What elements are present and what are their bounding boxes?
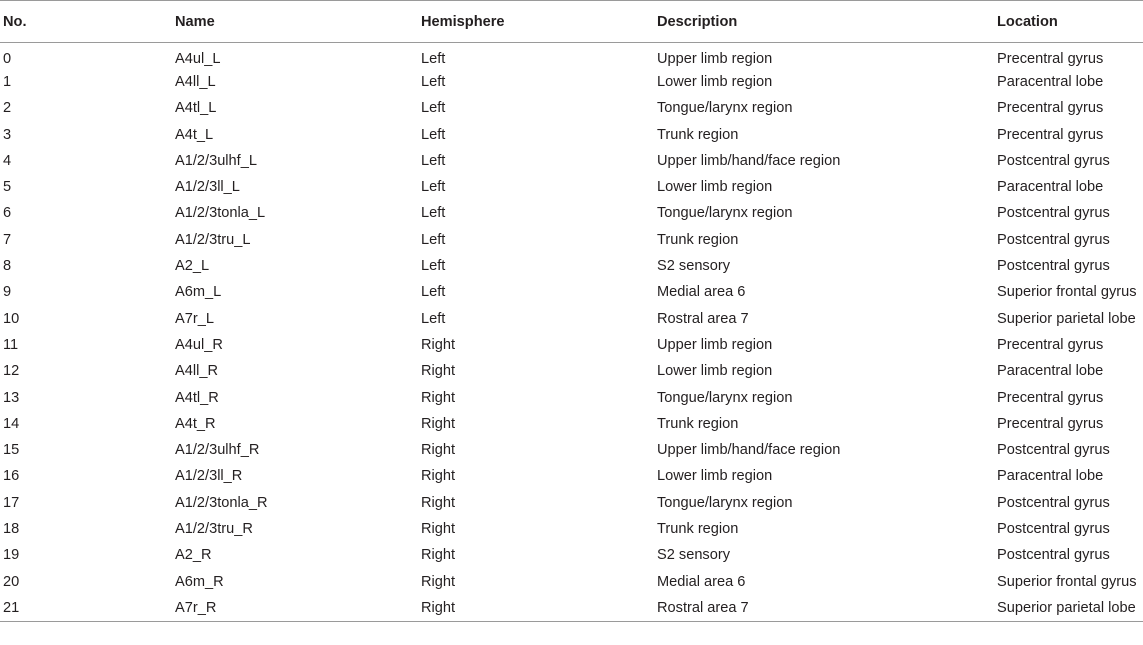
cell-description: Rostral area 7 xyxy=(657,599,749,616)
cell-name: A7r_L xyxy=(175,310,214,327)
table-row xyxy=(0,332,1143,358)
cell-location: Postcentral gyrus xyxy=(997,494,1110,511)
cell-hemisphere: Right xyxy=(421,363,456,380)
cell-location: Postcentral gyrus xyxy=(997,520,1110,537)
cell-description: Upper limb region xyxy=(657,51,773,68)
cell-name: A1/2/3ll_L xyxy=(175,179,240,196)
cell-description: Trunk region xyxy=(657,415,739,432)
header-location: Location xyxy=(997,13,1058,30)
cell-name: A1/2/3tonla_R xyxy=(175,494,268,511)
cell-hemisphere: Right xyxy=(421,336,456,353)
table-row xyxy=(0,69,1143,95)
cell-no: 1 xyxy=(3,73,12,90)
cell-location: Precentral gyrus xyxy=(997,126,1104,143)
cell-name: A1/2/3ulhf_L xyxy=(175,152,257,169)
cell-hemisphere: Left xyxy=(421,51,446,68)
table-row xyxy=(0,95,1143,121)
cell-no: 7 xyxy=(3,231,12,248)
cell-name: A4tl_R xyxy=(175,389,219,406)
table-row xyxy=(0,200,1143,226)
cell-hemisphere: Right xyxy=(421,547,456,564)
cell-no: 8 xyxy=(3,258,12,275)
cell-description: Lower limb region xyxy=(657,468,773,485)
table-row xyxy=(0,463,1143,489)
cell-location: Postcentral gyrus xyxy=(997,442,1110,459)
cell-location: Postcentral gyrus xyxy=(997,231,1110,248)
cell-hemisphere: Right xyxy=(421,389,456,406)
cell-no: 20 xyxy=(3,573,20,590)
table-header xyxy=(0,1,1143,43)
cell-name: A4t_L xyxy=(175,126,214,143)
cell-name: A4ll_L xyxy=(175,73,216,90)
cell-no: 11 xyxy=(3,336,19,353)
cell-hemisphere: Right xyxy=(421,573,456,590)
cell-hemisphere: Left xyxy=(421,231,446,248)
cell-location: Precentral gyrus xyxy=(997,415,1104,432)
table-body xyxy=(0,43,1143,622)
table-row xyxy=(0,174,1143,200)
cell-no: 4 xyxy=(3,152,12,169)
cell-hemisphere: Left xyxy=(421,126,446,143)
cell-hemisphere: Left xyxy=(421,100,446,117)
table-row xyxy=(0,516,1143,542)
cell-description: Upper limb/hand/face region xyxy=(657,152,841,169)
cell-hemisphere: Right xyxy=(421,468,456,485)
cell-name: A4t_R xyxy=(175,415,216,432)
cell-no: 10 xyxy=(3,310,20,327)
table-row xyxy=(0,595,1143,621)
cell-no: 6 xyxy=(3,205,12,222)
table-row xyxy=(0,437,1143,463)
cell-name: A4ll_R xyxy=(175,363,218,380)
cell-location: Paracentral lobe xyxy=(997,468,1104,485)
cell-location: Superior frontal gyrus xyxy=(997,573,1137,590)
cell-no: 21 xyxy=(3,599,20,616)
cell-hemisphere: Left xyxy=(421,205,446,222)
cell-hemisphere: Right xyxy=(421,599,456,616)
cell-location: Postcentral gyrus xyxy=(997,152,1110,169)
cell-location: Postcentral gyrus xyxy=(997,205,1110,222)
cell-location: Superior parietal lobe xyxy=(997,599,1136,616)
cell-description: Lower limb region xyxy=(657,73,773,90)
cell-no: 17 xyxy=(3,494,20,511)
cell-location: Paracentral lobe xyxy=(997,73,1104,90)
cell-hemisphere: Left xyxy=(421,284,446,301)
table-row xyxy=(0,43,1143,69)
cell-hemisphere: Right xyxy=(421,415,456,432)
header-description: Description xyxy=(657,13,738,30)
cell-hemisphere: Left xyxy=(421,152,446,169)
cell-no: 13 xyxy=(3,389,20,406)
cell-description: Trunk region xyxy=(657,231,739,248)
cell-location: Precentral gyrus xyxy=(997,51,1104,68)
cell-name: A2_L xyxy=(175,258,210,275)
cell-description: Lower limb region xyxy=(657,179,773,196)
cell-no: 9 xyxy=(3,284,12,301)
cell-no: 18 xyxy=(3,520,20,537)
table-row xyxy=(0,358,1143,384)
table-row xyxy=(0,384,1143,410)
cell-location: Superior parietal lobe xyxy=(997,310,1136,327)
cell-location: Postcentral gyrus xyxy=(997,547,1110,564)
cell-description: S2 sensory xyxy=(657,547,731,564)
cell-no: 19 xyxy=(3,547,20,564)
table-row xyxy=(0,542,1143,568)
table-row xyxy=(0,121,1143,147)
cell-description: Tongue/larynx region xyxy=(657,100,793,117)
cell-no: 3 xyxy=(3,126,12,143)
cell-name: A4tl_L xyxy=(175,100,217,117)
cell-location: Superior frontal gyrus xyxy=(997,284,1137,301)
cell-hemisphere: Right xyxy=(421,520,456,537)
table-row xyxy=(0,148,1143,174)
cell-no: 5 xyxy=(3,179,12,196)
cell-location: Postcentral gyrus xyxy=(997,258,1110,275)
cell-hemisphere: Right xyxy=(421,494,456,511)
cell-name: A1/2/3ll_R xyxy=(175,468,243,485)
cell-name: A4ul_L xyxy=(175,51,221,68)
cell-no: 14 xyxy=(3,415,20,432)
cell-no: 0 xyxy=(3,51,12,68)
header-no: No. xyxy=(3,13,27,30)
cell-name: A1/2/3tonla_L xyxy=(175,205,266,222)
cell-name: A4ul_R xyxy=(175,336,223,353)
table-row xyxy=(0,227,1143,253)
cell-no: 16 xyxy=(3,468,20,485)
cell-location: Precentral gyrus xyxy=(997,100,1104,117)
cell-name: A6m_R xyxy=(175,573,224,590)
cell-name: A6m_L xyxy=(175,284,222,301)
header-name: Name xyxy=(175,13,215,30)
table-row xyxy=(0,490,1143,516)
cell-no: 2 xyxy=(3,100,12,117)
cell-description: Trunk region xyxy=(657,520,739,537)
cell-hemisphere: Left xyxy=(421,258,446,275)
cell-location: Paracentral lobe xyxy=(997,363,1104,380)
cell-description: Trunk region xyxy=(657,126,739,143)
cell-description: Tongue/larynx region xyxy=(657,205,793,222)
cell-description: Tongue/larynx region xyxy=(657,494,793,511)
cell-hemisphere: Right xyxy=(421,442,456,459)
cell-location: Precentral gyrus xyxy=(997,389,1104,406)
cell-name: A1/2/3ulhf_R xyxy=(175,442,260,459)
cell-description: Upper limb region xyxy=(657,336,773,353)
cell-hemisphere: Left xyxy=(421,310,446,327)
cell-name: A1/2/3tru_R xyxy=(175,520,253,537)
table-row xyxy=(0,279,1143,305)
cell-description: Medial area 6 xyxy=(657,573,746,590)
table-row xyxy=(0,411,1143,437)
table-row xyxy=(0,253,1143,279)
cell-location: Paracentral lobe xyxy=(997,179,1104,196)
header-hemisphere: Hemisphere xyxy=(421,13,505,30)
cell-no: 15 xyxy=(3,442,20,459)
table-row xyxy=(0,305,1143,331)
cell-name: A2_R xyxy=(175,547,212,564)
cell-description: Lower limb region xyxy=(657,363,773,380)
table-row xyxy=(0,568,1143,594)
cell-name: A7r_R xyxy=(175,599,217,616)
cell-no: 12 xyxy=(3,363,20,380)
cell-hemisphere: Left xyxy=(421,179,446,196)
cell-description: Rostral area 7 xyxy=(657,310,749,327)
cell-description: S2 sensory xyxy=(657,258,731,275)
cell-description: Medial area 6 xyxy=(657,284,746,301)
cell-name: A1/2/3tru_L xyxy=(175,231,251,248)
cell-location: Precentral gyrus xyxy=(997,336,1104,353)
cell-hemisphere: Left xyxy=(421,73,446,90)
cell-description: Tongue/larynx region xyxy=(657,389,793,406)
header-row xyxy=(0,1,1143,43)
cell-description: Upper limb/hand/face region xyxy=(657,442,841,459)
